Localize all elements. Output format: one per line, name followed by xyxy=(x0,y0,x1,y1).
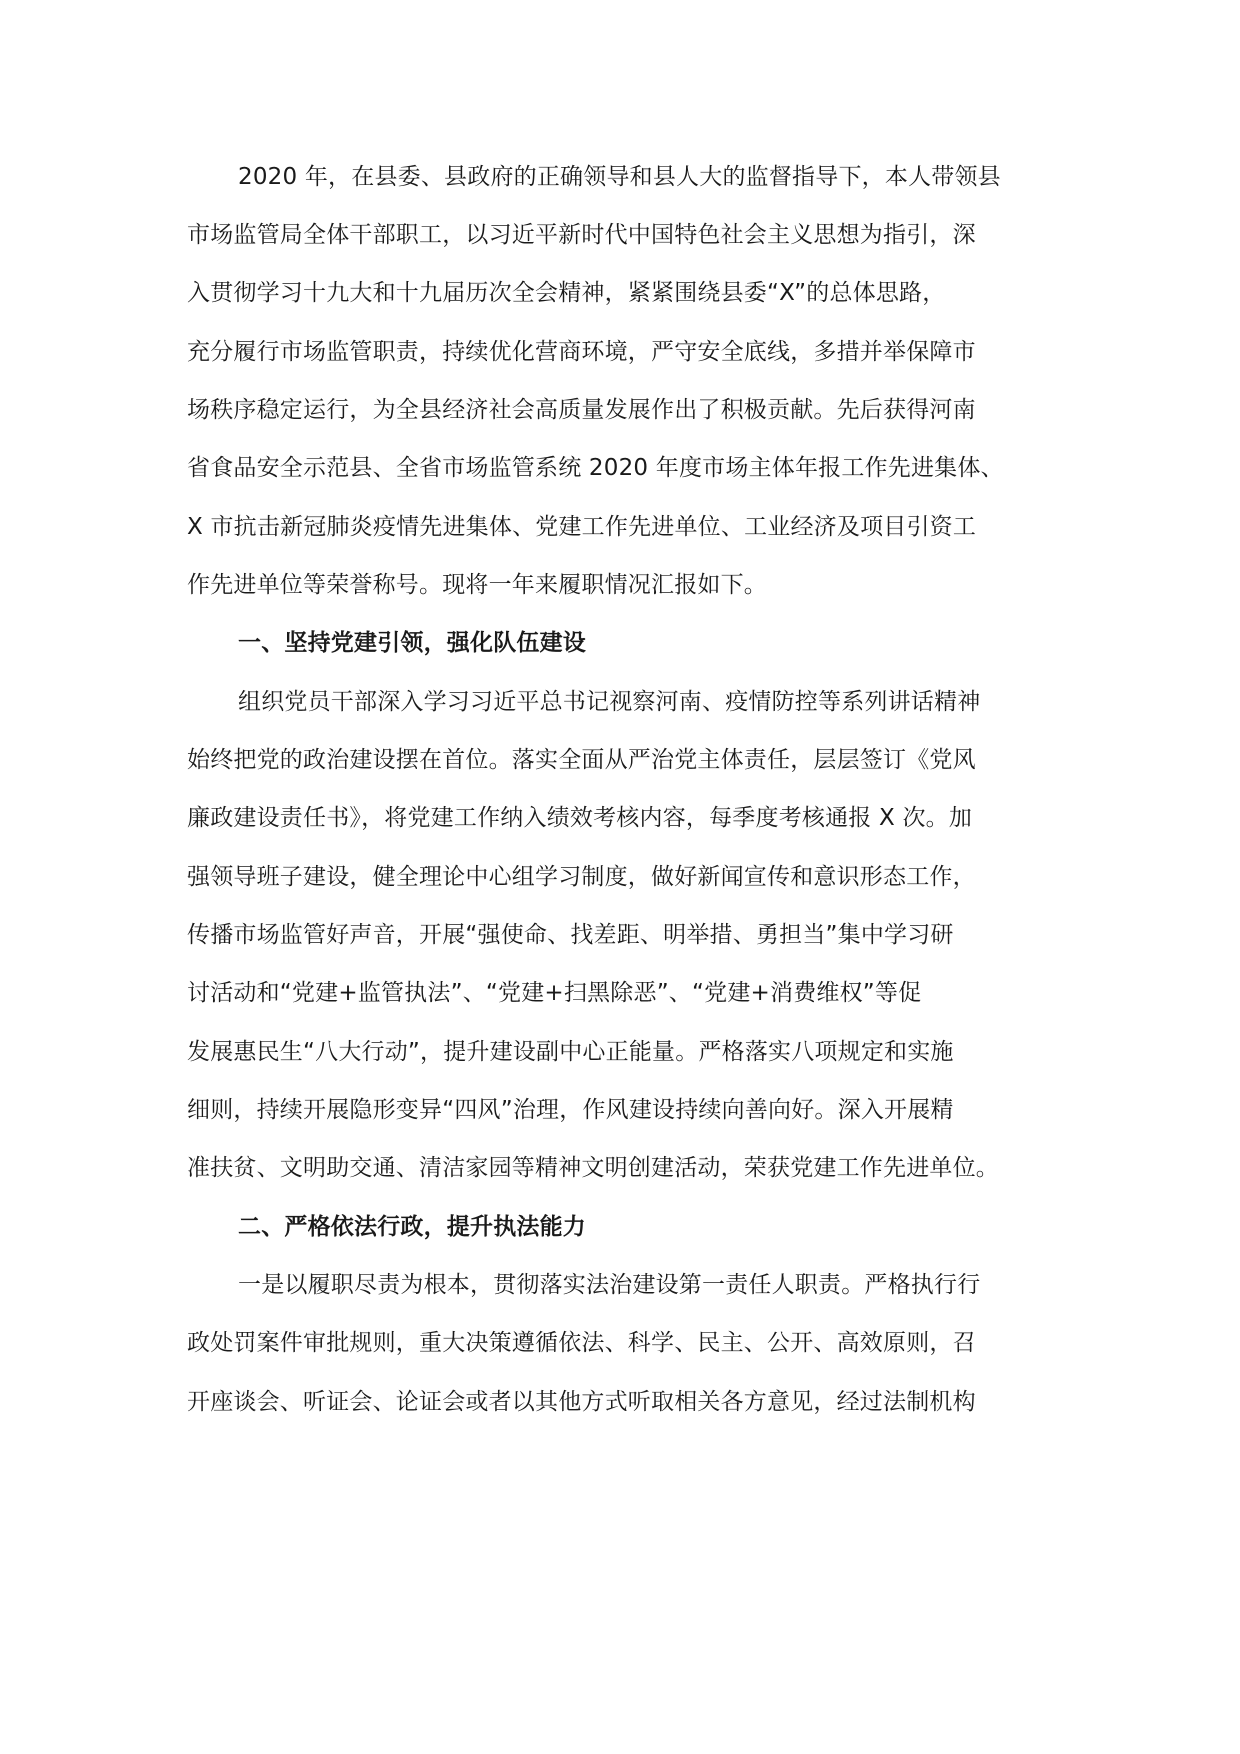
paragraph-2-line-5: 传播市场监管好声音，开展“强使命、找差距、明举措、勇担当”集中学习研 xyxy=(187,922,954,948)
paragraph-2-line-3: 廉政建设责任书》，将党建工作纳入绩效考核内容，每季度考核通报 X 次。加 xyxy=(187,805,973,831)
paragraph-1-line-6: 省食品安全示范县、全省市场监管系统 2020 年度市场主体年报工作先进集体、 xyxy=(187,455,1004,481)
section-heading-1: 一、坚持党建引领，强化队伍建设 xyxy=(238,630,586,656)
paragraph-2-line-8: 细则，持续开展隐形变异“四风”治理，作风建设持续向善向好。深入开展精 xyxy=(187,1097,954,1123)
paragraph-2-line-4: 强领导班子建设，健全理论中心组学习制度，做好新闻宣传和意识形态工作， xyxy=(187,864,976,890)
paragraph-1-line-2: 市场监管局全体干部职工，以习近平新时代中国特色社会主义思想为指引，深 xyxy=(187,222,976,248)
paragraph-1-line-7: X 市抗击新冠肺炎疫情先进集体、党建工作先进单位、工业经济及项目引资工 xyxy=(187,514,977,540)
paragraph-2-line-7: 发展惠民生“八大行动”，提升建设副中心正能量。严格落实八项规定和实施 xyxy=(187,1039,954,1065)
paragraph-2-line-1: 组织党员干部深入学习习近平总书记视察河南、疫情防控等系列讲话精神 xyxy=(238,689,981,715)
paragraph-1-line-3: 入贯彻学习十九大和十九届历次全会精神，紧紧围绕县委“X”的总体思路， xyxy=(187,280,946,306)
paragraph-2-line-2: 始终把党的政治建设摆在首位。落实全面从严治党主体责任，层层签订《党风 xyxy=(187,747,976,773)
paragraph-3-line-1: 一是以履职尽责为根本，贯彻落实法治建设第一责任人职责。严格执行行 xyxy=(238,1272,981,1298)
paragraph-2-line-9: 准扶贫、文明助交通、清洁家园等精神文明创建活动，荣获党建工作先进单位。 xyxy=(187,1155,999,1181)
paragraph-3-line-2: 政处罚案件审批规则，重大决策遵循依法、科学、民主、公开、高效原则，召 xyxy=(187,1330,976,1356)
paragraph-3-line-3: 开座谈会、听证会、论证会或者以其他方式听取相关各方意见，经过法制机构 xyxy=(187,1389,976,1415)
paragraph-1-line-4: 充分履行市场监管职责，持续优化营商环境，严守安全底线，多措并举保障市 xyxy=(187,339,976,365)
paragraph-2-line-6: 讨活动和“党建+监管执法”、“党建+扫黑除恶”、“党建+消费维权”等促 xyxy=(187,980,922,1006)
paragraph-1-line-8: 作先进单位等荣誉称号。现将一年来履职情况汇报如下。 xyxy=(187,572,767,598)
section-heading-2: 二、严格依法行政，提升执法能力 xyxy=(238,1214,586,1240)
paragraph-1-line-1: 2020 年，在县委、县政府的正确领导和县人大的监督指导下，本人带领县 xyxy=(238,164,1001,190)
paragraph-1-line-5: 场秩序稳定运行，为全县经济社会高质量发展作出了积极贡献。先后获得河南 xyxy=(187,397,976,423)
